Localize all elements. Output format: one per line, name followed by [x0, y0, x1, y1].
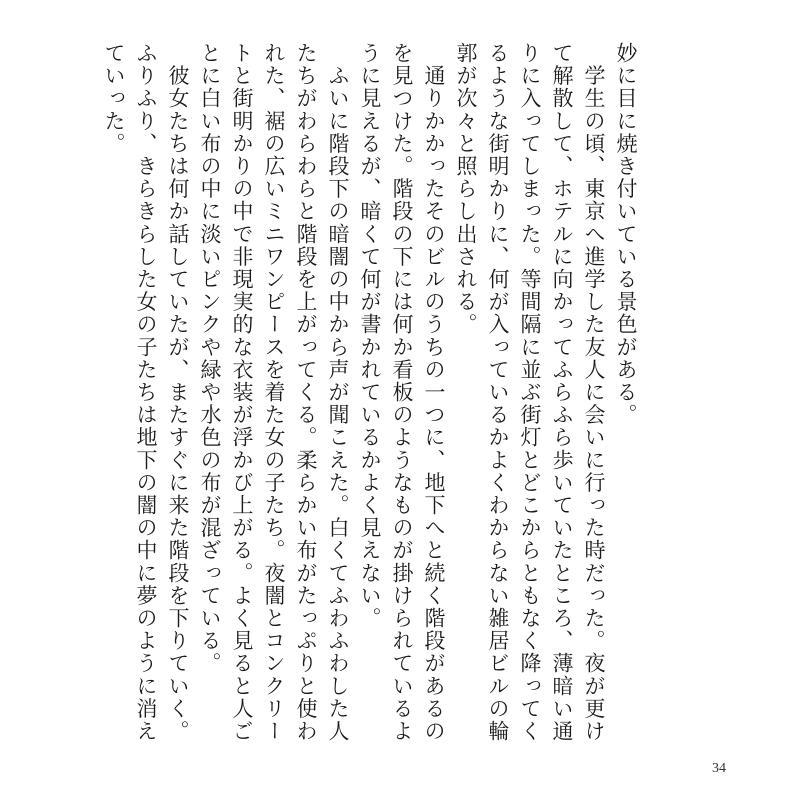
vertical-text-body	[102, 42, 642, 748]
paragraph-3: 通りかかったそのビルのうちの一つに、地下へと続く階段があるのを見つけた。階段の下には何か看板のようなものが掛けられているように見えるが、暗くて何が書かれているかよく見えない。	[358, 42, 446, 743]
paragraph-5: 彼女たちは何か話していたが、またすぐに来た階段を下りていく。ふりふり、きらきらした女の子たちは地下の闇の中に夢のように消えていった。	[102, 42, 190, 743]
paragraph-4: ふいに階段下の暗闇の中から声が聞こえた。白くてふわふわした人たちがわらわらと階段を上がってくる。柔らかい布がたっぷりと使われた、裾の広いミニワンピースを着た女の子たち。夜闇とコンクリートと街明かりの中で非現実的な衣装が浮かび上がる。よく見ると人ごとに白い布の中に淡いピンクや緑や水色の布が混ざっている。	[198, 42, 350, 743]
page-number: 34	[712, 761, 726, 776]
paragraph-1: 妙に目に焼き付いている景色がある。	[614, 42, 638, 427]
paragraph-2: 学生の頃、東京へ進学した友人に会いに行った時だった。夜が更けて解散して、ホテルに向かってふらふら歩いていたところ、薄暗い通りに入ってしまった。等間隔に並ぶ街灯とどこからともなく降ってくるような街明かりに、何が入っているかよくわからない雑居ビルの輪郭が次々と照らし出される。	[454, 42, 606, 743]
